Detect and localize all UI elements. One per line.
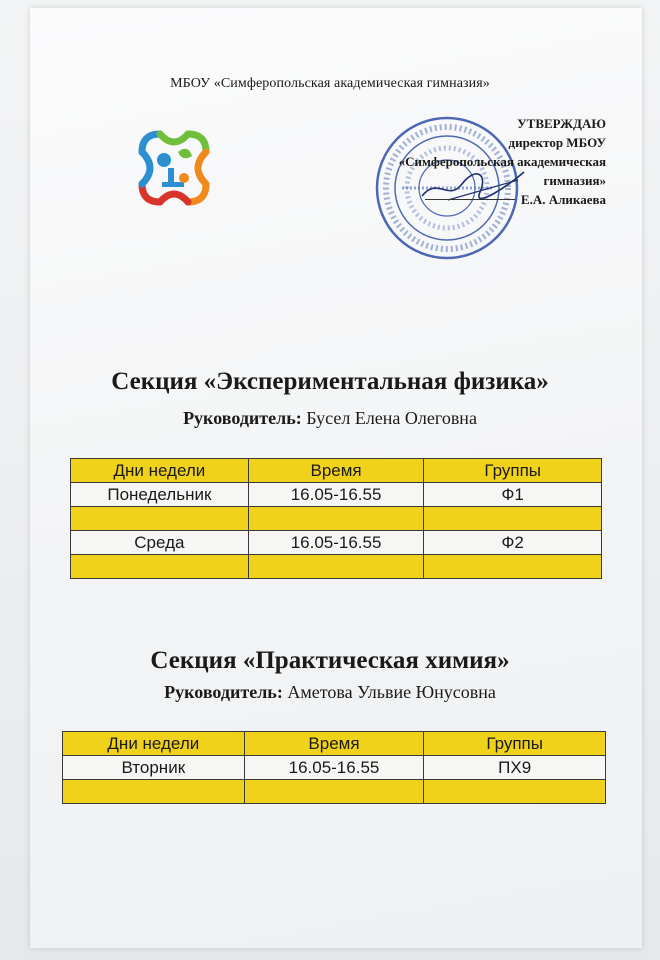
group-cell (424, 507, 602, 531)
time-cell (248, 555, 424, 579)
time-cell: 16.05-16.55 (248, 531, 424, 555)
group-cell: ПХ9 (424, 756, 606, 780)
time-cell: 16.05-16.55 (248, 483, 424, 507)
day-cell: Вторник (63, 756, 245, 780)
group-cell (424, 555, 602, 579)
approval-signer (399, 190, 606, 209)
column-header-time: Время (248, 459, 424, 483)
column-header-days: Дни недели (71, 459, 249, 483)
signature-line (425, 199, 515, 200)
table-row-empty (63, 780, 606, 804)
leader-label: Руководитель: (183, 408, 302, 428)
physics-schedule-table (70, 458, 602, 579)
column-header-groups: Группы (424, 459, 602, 483)
column-header-time: Время (244, 732, 424, 756)
time-cell: 16.05-16.55 (244, 756, 424, 780)
day-cell (71, 555, 249, 579)
gymnasium-logo (128, 122, 220, 214)
chemistry-section-title: Секция «Практическая химия» (150, 647, 510, 674)
school-name: МБОУ «Симферопольская академическая гимназия» (170, 76, 490, 91)
column-header-days: Дни недели (63, 732, 245, 756)
table-row-empty (71, 507, 602, 531)
group-cell: Ф1 (424, 483, 602, 507)
table-row-empty (71, 555, 602, 579)
approval-organization-cont: гимназия» (543, 173, 606, 188)
group-cell: Ф2 (424, 531, 602, 555)
day-cell: Среда (71, 531, 249, 555)
group-cell (424, 780, 606, 804)
table-row (71, 531, 602, 555)
table-header-row (71, 459, 602, 483)
day-cell (63, 780, 245, 804)
day-cell (71, 507, 249, 531)
day-cell: Понедельник (71, 483, 249, 507)
chemistry-schedule-table (62, 731, 606, 804)
approval-organization: «Симферопольская академическая (398, 154, 606, 169)
leader-label: Руководитель: (164, 682, 283, 702)
chemistry-leader (0, 682, 660, 703)
physics-leader (0, 408, 660, 429)
physics-section-title: Секция «Экспериментальная физика» (111, 368, 549, 395)
approval-block (399, 114, 606, 209)
table-header-row (63, 732, 606, 756)
table-row (71, 483, 602, 507)
column-header-groups: Группы (424, 732, 606, 756)
leader-name: Бусел Елена Олеговна (306, 408, 477, 428)
approval-position: директор МБОУ (508, 135, 606, 150)
time-cell (248, 507, 424, 531)
leader-name: Аметова Ульвие Юнусовна (287, 682, 496, 702)
approval-title: УТВЕРЖДАЮ (517, 116, 606, 131)
signer-name: Е.А. Аликаева (520, 192, 606, 207)
table-row (63, 756, 606, 780)
time-cell (244, 780, 424, 804)
